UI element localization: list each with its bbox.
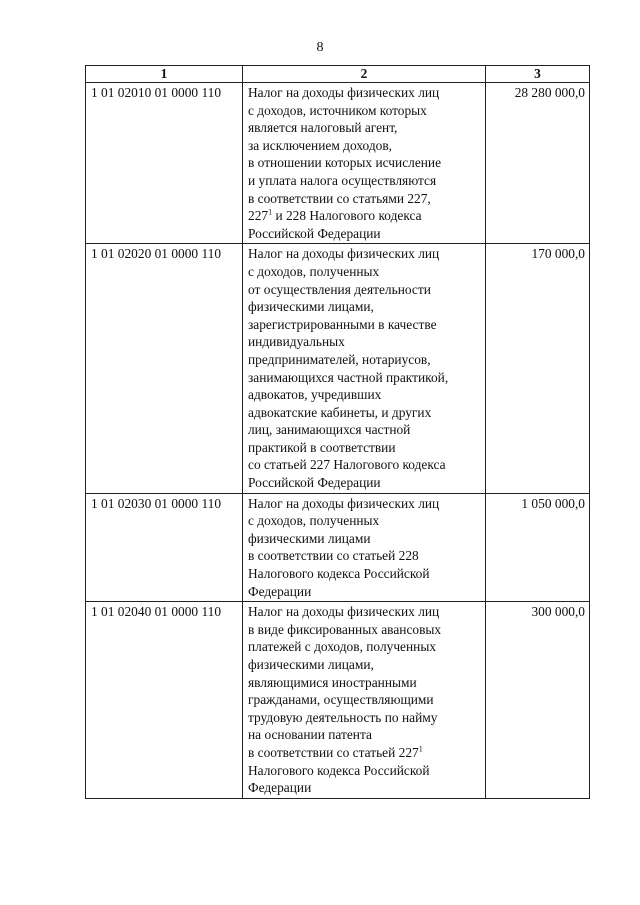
- description-line: трудовую деятельность по найму: [248, 709, 438, 725]
- description-line: физическими лицами: [248, 530, 371, 546]
- description-line: на основании патента: [248, 727, 372, 743]
- column-header-code: 1: [86, 66, 243, 83]
- description-line: от осуществления деятельности: [248, 281, 431, 297]
- budget-classification-code: 1 01 02020 01 0000 110: [86, 244, 243, 493]
- description-line: Налог на доходы физических лиц: [248, 495, 440, 511]
- table-row: [86, 83, 590, 244]
- column-header-description: 2: [243, 66, 486, 83]
- description-line: Налогового кодекса Российской: [248, 566, 430, 582]
- description-line: физическими лицами,: [248, 657, 374, 672]
- description-line: с доходов, источником которых: [248, 102, 427, 118]
- superscript: 1: [268, 207, 273, 217]
- description-line: предпринимателей, нотариусов,: [248, 351, 431, 367]
- description-line: адвокатов, учредивших: [248, 387, 382, 403]
- description-line: Федерации: [248, 583, 312, 599]
- description-line: занимающихся частной практикой,: [248, 369, 449, 385]
- column-header-amount: 3: [486, 66, 590, 83]
- description-line: физическими лицами,: [248, 299, 374, 315]
- description-text: в соответствии со статьей 227: [248, 744, 419, 760]
- amount-value: 300 000,0: [486, 602, 590, 799]
- description-line: Федерации: [248, 780, 312, 796]
- revenue-description: [243, 244, 486, 493]
- amount-value: 28 280 000,0: [486, 83, 590, 244]
- description-line: в соответствии со статьей 228: [248, 548, 419, 564]
- description-line: индивидуальных: [248, 334, 345, 350]
- description-text: 227: [248, 208, 269, 224]
- description-line: с доходов, полученных: [248, 513, 380, 529]
- table-header-row: [86, 66, 590, 83]
- description-line: Налогового кодекса Российской: [248, 762, 430, 778]
- description-line: зарегистрированными в качестве: [248, 316, 437, 332]
- amount-value: 1 050 000,0: [486, 493, 590, 602]
- description-line: за исключением доходов,: [248, 137, 392, 153]
- description-line: практикой в соответствии: [248, 439, 396, 455]
- budget-classification-code: 1 01 02040 01 0000 110: [86, 602, 243, 799]
- budget-classification-code: 1 01 02030 01 0000 110: [86, 493, 243, 602]
- description-line: в соответствии со статьями 227,: [248, 190, 431, 206]
- table-row: [86, 602, 590, 799]
- table-row: [86, 493, 590, 602]
- revenue-description: [243, 493, 486, 602]
- description-line: с доходов, полученных: [248, 263, 380, 279]
- description-line: платежей с доходов, полученных: [248, 639, 437, 655]
- description-line: гражданами, осуществляющими: [248, 692, 434, 708]
- budget-revenue-table: [85, 65, 590, 799]
- description-line: являющимися иностранными: [248, 674, 417, 690]
- superscript: 1: [418, 744, 423, 754]
- description-line: в отношении которых исчисление: [248, 155, 442, 171]
- description-line: [248, 207, 481, 225]
- description-line: Налог на доходы физических лиц: [248, 604, 440, 620]
- description-line: адвокатские кабинеты, и других: [248, 404, 432, 420]
- description-line: Налог на доходы физических лиц: [248, 85, 440, 100]
- amount-value: 170 000,0: [486, 244, 590, 493]
- revenue-description: [243, 602, 486, 799]
- description-line: и уплата налога осуществляются: [248, 172, 437, 188]
- description-line: Налог на доходы физических лиц: [248, 246, 440, 262]
- description-line: со статьей 227 Налогового кодекса: [248, 457, 446, 473]
- description-line: Российской Федерации: [248, 225, 381, 241]
- table-row: [86, 244, 590, 493]
- description-line: в виде фиксированных авансовых: [248, 621, 442, 637]
- description-line: лиц, занимающихся частной: [248, 422, 411, 438]
- description-line: [248, 744, 481, 762]
- description-line: является налоговый агент,: [248, 120, 398, 136]
- revenue-description: [243, 83, 486, 244]
- budget-classification-code: 1 01 02010 01 0000 110: [86, 83, 243, 244]
- description-text: и 228 Налогового кодекса: [272, 208, 422, 224]
- page-number: 8: [316, 40, 324, 55]
- description-line: Российской Федерации: [248, 475, 381, 491]
